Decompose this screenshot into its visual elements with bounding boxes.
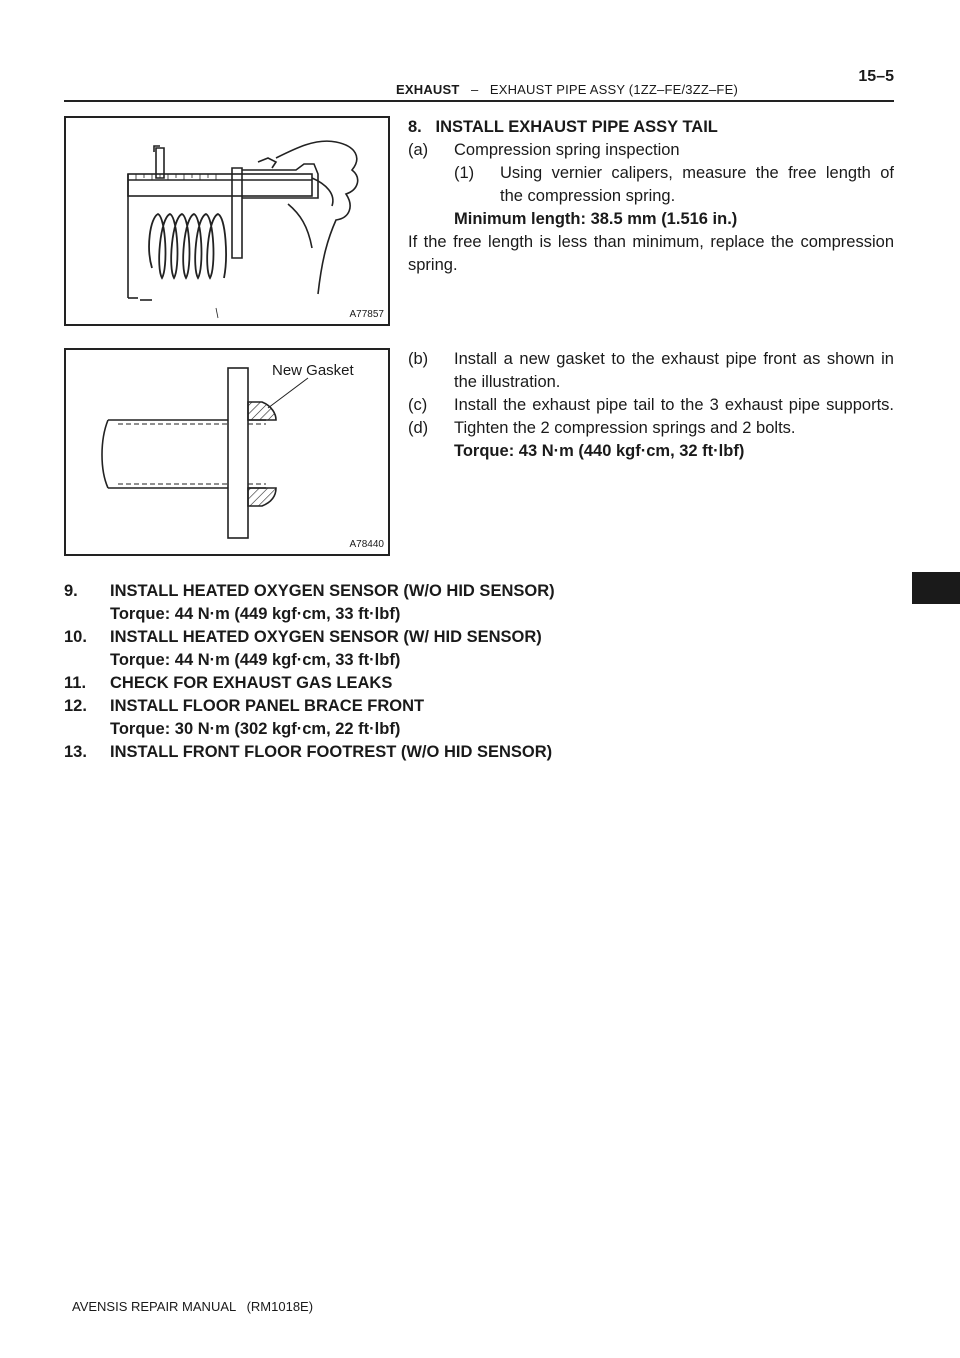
step-8d-torque: Torque: 43 N·m (440 kgf·cm, 32 ft·lbf): [454, 442, 745, 460]
step-11-num: 11.: [64, 674, 87, 692]
step-12-text: INSTALL FLOOR PANEL BRACE FRONT: [110, 697, 425, 715]
spec-min-length: Minimum length: 38.5 mm (1.516 in.): [454, 210, 738, 228]
step-8a-label: (a): [408, 141, 429, 159]
step-10-torque: Torque: 44 N·m (449 kgf·cm, 33 ft·lbf): [110, 651, 401, 669]
step-12-num: 12.: [64, 697, 87, 715]
header-subsection: EXHAUST PIPE ASSY (1ZZ–FE/3ZZ–FE): [489, 82, 738, 97]
page-number: 15–5: [858, 68, 894, 85]
header-rule: [64, 100, 894, 102]
step-8b-line2: the illustration.: [454, 373, 561, 391]
step-11-text: CHECK FOR EXHAUST GAS LEAKS: [110, 674, 393, 692]
step-8c-label: (c): [408, 396, 428, 414]
step-9-text: INSTALL HEATED OXYGEN SENSOR (W/O HID SENSOR): [110, 582, 555, 600]
step-13-num: 13.: [64, 743, 87, 761]
step-12-torque: Torque: 30 N·m (302 kgf·cm, 22 ft·lbf): [110, 720, 401, 738]
header-separator: –: [470, 82, 479, 97]
figure-code-1: A77857: [349, 309, 384, 320]
step-8b-label: (b): [408, 350, 429, 368]
step-8a-text: Compression spring inspection: [454, 141, 680, 159]
step-8a1-line1: Using vernier calipers, measure the free length of: [500, 164, 894, 182]
caliper-illustration: [66, 118, 388, 324]
step-8-heading: 8. INSTALL EXHAUST PIPE ASSY TAIL: [408, 118, 718, 136]
header-section: EXHAUST: [396, 82, 460, 97]
step-9-torque: Torque: 44 N·m (449 kgf·cm, 33 ft·lbf): [110, 605, 401, 623]
step-8d-label: (d): [408, 419, 429, 437]
note-line1: If the free length is less than minimum, replace the compression: [408, 233, 894, 251]
callout-new-gasket: New Gasket: [272, 362, 354, 379]
step-8c-text: Install the exhaust pipe tail to the 3 exhaust pipe supports.: [454, 396, 894, 414]
section-tab: [912, 572, 960, 604]
footer-manual-name: AVENSIS REPAIR MANUAL (RM1018E): [72, 1299, 314, 1314]
step-13-text: INSTALL FRONT FLOOR FOOTREST (W/O HID SENSOR): [110, 743, 553, 761]
step-8a1-line2: the compression spring.: [500, 187, 676, 205]
step-8a1-label: (1): [454, 164, 475, 182]
step-10-num: 10.: [64, 628, 87, 646]
step-8d-text: Tighten the 2 compression springs and 2 bolts.: [454, 419, 796, 437]
header-title: [396, 82, 738, 97]
step-9-num: 9.: [64, 582, 78, 600]
step-10-text: INSTALL HEATED OXYGEN SENSOR (W/ HID SENSOR): [110, 628, 542, 646]
figure-caliper: [64, 116, 390, 326]
step-8b-line1: Install a new gasket to the exhaust pipe front as shown in: [454, 350, 894, 368]
figure-code-2: A78440: [349, 539, 384, 550]
note-line2: spring.: [408, 256, 458, 274]
figure-gasket: [64, 348, 390, 556]
gasket-illustration: [66, 350, 388, 554]
